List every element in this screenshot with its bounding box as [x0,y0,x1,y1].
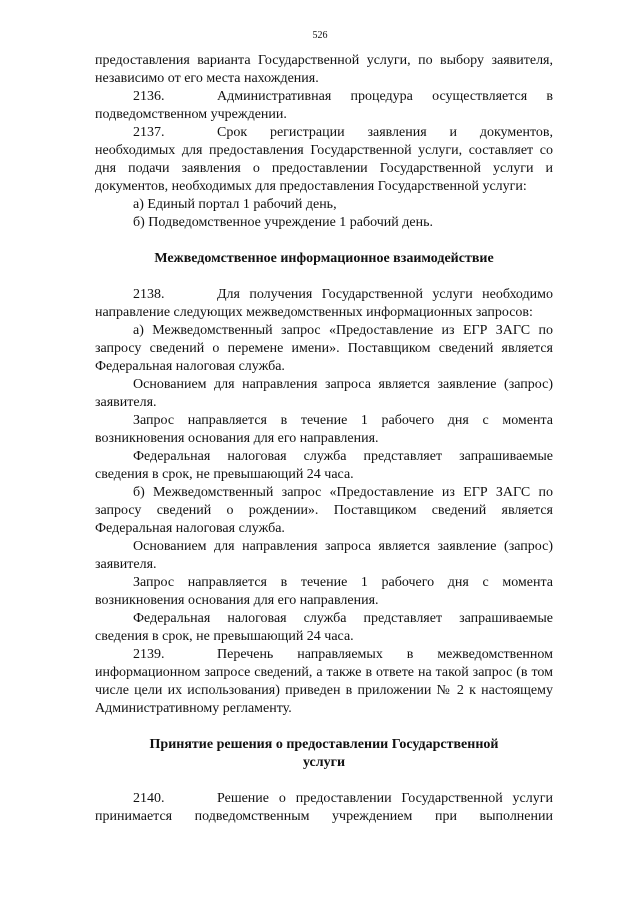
clause-text: Решение о предоставлении Государственной услуги принимается подведомственным учреждением при выполнении [95,791,553,824]
request-b-timing: Запрос направляется в течение 1 рабочего дня с момента возникновения основания для его направления. [95,575,553,608]
page-number: 526 [312,30,328,41]
request-a-response: Федеральная налоговая служба представляет запрашиваемые сведения в срок, не превышающий 24 часа. [95,449,553,482]
request-a: а) Межведомственный запрос «Предоставление из ЕГР ЗАГС по запросу сведений о перемене имени». Поставщиком сведений является Федеральная налоговая служба. [95,323,553,374]
clause-text: Административная процедура осуществляется в подведомственном учреждении. [95,89,553,122]
list-item-b: б) Подведомственное учреждение 1 рабочий день. [133,215,434,230]
section-heading-interagency: Межведомственное информационное взаимодействие [154,251,494,266]
clause-number: 2137. [133,125,165,140]
request-b: б) Межведомственный запрос «Предоставление из ЕГР ЗАГС по запросу сведений о рождении». Поставщиком сведений является Федеральная налоговая служба. [95,485,553,536]
paragraph-continuation: предоставления варианта Государственной услуги, по выбору заявителя, независимо от его места нахождения. [95,53,553,86]
clause-number: 2140. [133,791,165,806]
clause-text: Срок регистрации заявления и документов, необходимых для предоставления Государственной услуги, составляет со дня подачи заявления о предоставлении Государственной услуги и документов, необходимых для предоставления Государственной услуги: [95,125,553,194]
clause-text: Для получения Государственной услуги необходимо направление следующих межведомственных информационных запросов: [95,287,553,320]
request-b-response: Федеральная налоговая служба представляет запрашиваемые сведения в срок, не превышающий 24 часа. [95,611,553,644]
clause-2137 [95,124,553,196]
document-body [95,52,553,826]
clause-2139 [95,646,553,718]
clause-number: 2139. [133,647,165,662]
clause-2136 [95,88,553,124]
request-a-basis: Основанием для направления запроса является заявление (запрос) заявителя. [95,377,553,410]
clause-text: Перечень направляемых в межведомственном информационном запросе сведений, а также в ответе на такой запрос (в том числе цели их использования) приведен в приложении № 2 к настоящему Административному регламенту. [95,647,553,716]
clause-2140 [95,790,553,826]
clause-number: 2138. [133,287,165,302]
list-item-a: а) Единый портал 1 рабочий день, [133,197,337,212]
request-b-basis: Основанием для направления запроса является заявление (запрос) заявителя. [95,539,553,572]
clause-2138 [95,286,553,322]
section-heading-decision: Принятие решения о предоставлении Государственной услуги [149,737,499,770]
clause-number: 2136. [133,89,165,104]
request-a-timing: Запрос направляется в течение 1 рабочего дня с момента возникновения основания для его направления. [95,413,553,446]
